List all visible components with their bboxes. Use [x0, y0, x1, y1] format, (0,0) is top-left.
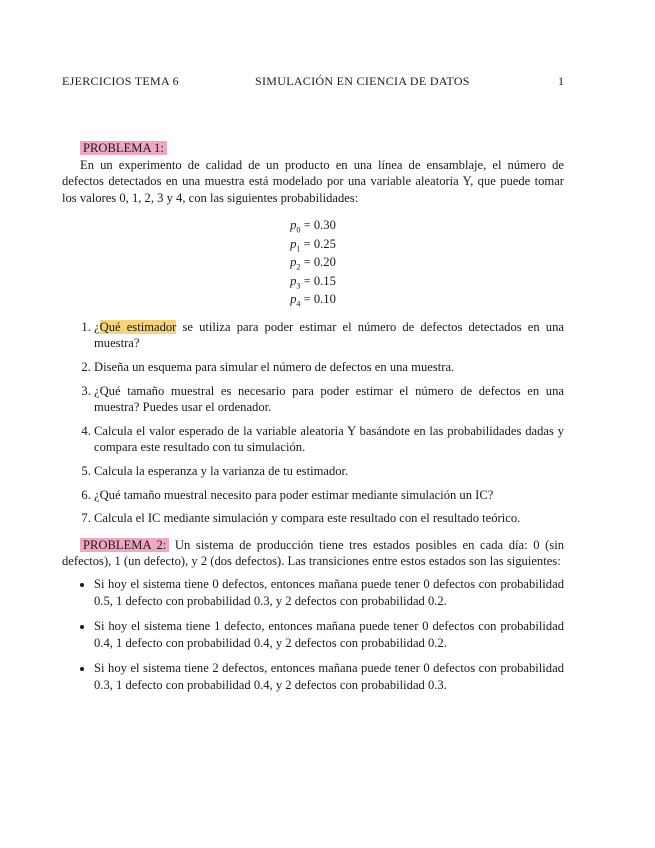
question-4: 4. Calcula el valor esperado de la variable aleatoria Y basándote en las probabilidades dadas y compara este resultado con tu simulación.	[94, 423, 564, 456]
prob-symbol: p	[290, 292, 297, 307]
highlighted-phrase: Qué estimador	[99, 319, 177, 334]
probability-p2	[62, 253, 564, 272]
problem-2-transitions	[62, 576, 564, 694]
prob-symbol: p	[290, 255, 297, 270]
header-course: EJERCICIOS TEMA 6	[62, 74, 179, 88]
probability-p1	[62, 235, 564, 254]
question-5: 5. Calcula la esperanza y la varianza de tu estimador.	[94, 463, 564, 480]
problem-2-text: Un sistema de producción tiene tres estados posibles en cada día: 0 (sin defectos), 1 (un defecto), y 2 (dos defectos). Las transiciones entre estos estados son las siguientes:	[62, 537, 564, 569]
problem-2-title: PROBLEMA 2:	[80, 538, 169, 552]
probability-p4	[62, 290, 564, 309]
prob-subscript: 4	[296, 299, 301, 309]
probability-p3	[62, 272, 564, 291]
page-number: 1	[558, 74, 564, 88]
transition-from-2: • Si hoy el sistema tiene 2 defectos, entonces mañana puede tener 0 defectos con probabilidad 0.3, 1 defecto con probabilidad 0.4, y 2 defectos con probabilidad 0.3.	[94, 660, 564, 693]
question-1-rest: se utiliza para poder estimar el número de defectos detectados en una muestra?	[94, 319, 564, 351]
question-2: 2. Diseña un esquema para simular el número de defectos en una muestra.	[94, 359, 564, 376]
problem-1-title: PROBLEMA 1:	[80, 141, 167, 155]
problem-1-heading-line	[62, 140, 564, 157]
prob-subscript: 0	[296, 225, 301, 235]
question-7: 7. Calcula el IC mediante simulación y compara este resultado con el resultado teórico.	[94, 510, 564, 527]
prob-value: = 0.25	[303, 236, 336, 251]
prob-value: = 0.20	[303, 255, 336, 270]
problem-1-intro: En un experimento de calidad de un producto en una línea de ensamblaje, el número de defectos detectados en una muestra está modelado por una variable aleatoria Y, que puede tomar los valores 0, 1, 2, 3 y 4, con las siguientes probabilidades:	[62, 157, 564, 205]
header-subject: SIMULACIÓN EN CIENCIA DE DATOS	[255, 74, 470, 88]
prob-value: = 0.15	[303, 273, 336, 288]
prob-value: = 0.10	[303, 292, 336, 307]
prob-symbol: p	[290, 273, 297, 288]
prob-subscript: 2	[296, 262, 301, 272]
problem-2-intro	[62, 537, 564, 570]
question-6: 6. ¿Qué tamaño muestral necesito para poder estimar mediante simulación un IC?	[94, 487, 564, 504]
probability-p0	[62, 216, 564, 235]
prob-symbol: p	[290, 218, 297, 233]
probability-list	[62, 216, 564, 309]
problem-1-questions	[62, 319, 564, 527]
question-1	[94, 319, 564, 352]
transition-from-1: • Si hoy el sistema tiene 1 defecto, entonces mañana puede tener 0 defectos con probabilidad 0.4, 1 defecto con probabilidad 0.4, y 2 defectos con probabilidad 0.2.	[94, 618, 564, 651]
transition-from-0: • Si hoy el sistema tiene 0 defectos, entonces mañana puede tener 0 defectos con probabilidad 0.5, 1 defecto con probabilidad 0.3, y 2 defectos con probabilidad 0.2.	[94, 576, 564, 609]
prob-symbol: p	[290, 236, 297, 251]
prob-value: = 0.30	[303, 218, 336, 233]
question-3: 3. ¿Qué tamaño muestral es necesario para poder estimar el número de defectos en una muestra? Puedes usar el ordenador.	[94, 383, 564, 416]
prob-subscript: 3	[296, 281, 301, 291]
question-1-prefix: ¿	[94, 319, 100, 334]
document-body	[62, 140, 564, 703]
prob-subscript: 1	[296, 244, 301, 254]
